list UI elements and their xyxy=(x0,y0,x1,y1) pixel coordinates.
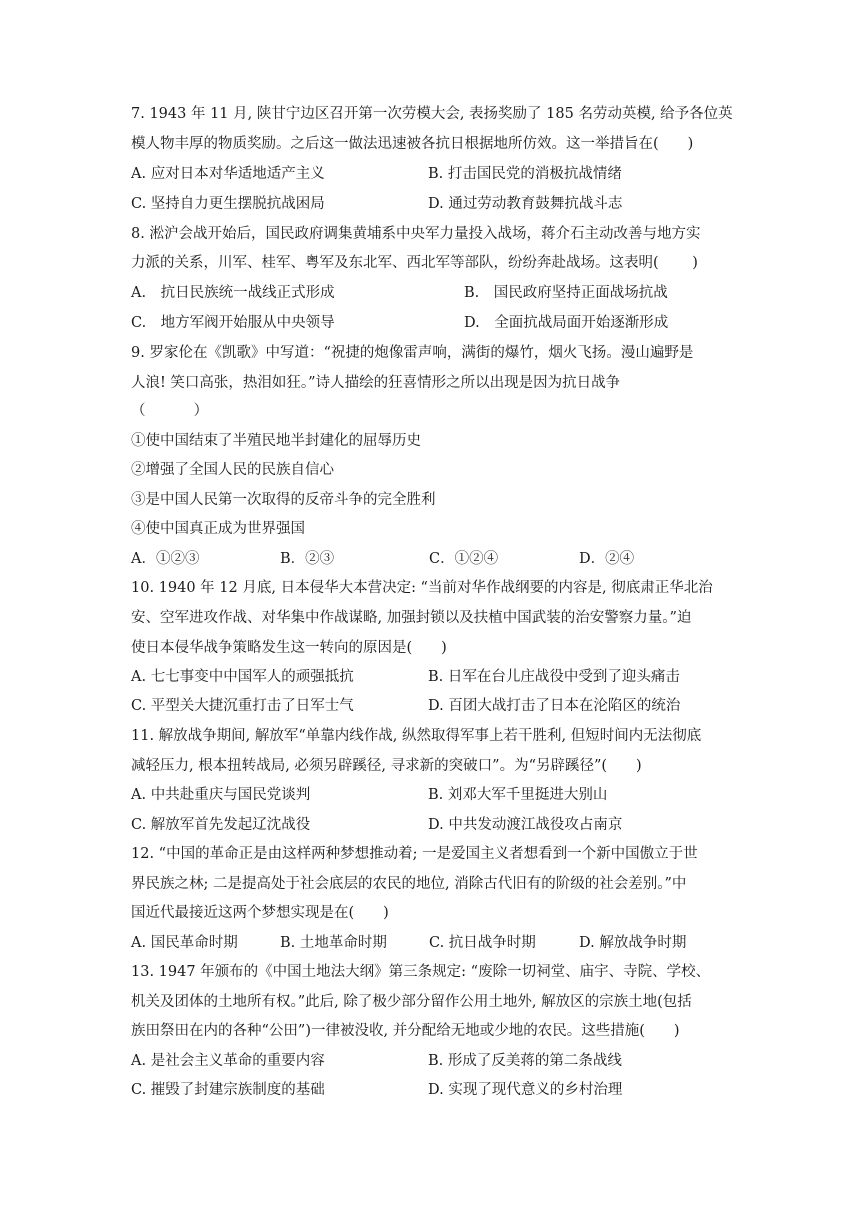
q7-option-b: B. 打击国民党的消极抗战情绪 xyxy=(428,166,622,182)
q9-statement-3: ③是中国人民第一次取得的反帝斗争的完全胜利 xyxy=(131,492,436,508)
q8-option-b: B. 国民政府坚持正面战场抗战 xyxy=(464,285,668,301)
q10-option-c: C. 平型关大捷沉重打击了日军士气 xyxy=(131,698,354,714)
q12-option-a: A. 国民革命时期 xyxy=(131,935,238,951)
q11-stem-line-1: 11. 解放战争期间, 解放军“单靠内线作战, 纵然取得军事上若干胜利, 但短时间内无法彻底 xyxy=(131,728,702,744)
q8-stem-line-1: 8. 淞沪会战开始后，国民政府调集黄埔系中央军力量投入战场，蒋介石主动改善与地方实 xyxy=(131,226,701,242)
q10-stem-line-1: 10. 1940 年 12 月底, 日本侵华大本营决定: “当前对华作战纲要的内容是, 彻底肃正华北治 xyxy=(131,580,713,596)
q12-stem-line-1: 12. “中国的革命正是由这样两种梦想推动着; 一是爱国主义者想看到一个新中国傲立于世 xyxy=(131,846,698,862)
q9-statement-2: ②增强了全国人民的民族自信心 xyxy=(131,462,334,478)
q9-option-b: B．②③ xyxy=(280,551,335,567)
q12-stem-line-2: 界民族之林; 二是提高处于社会底层的农民的地位, 消除古代旧有的阶级的社会差别。”中 xyxy=(131,876,687,892)
q10-option-a: A. 七七事变中中国军人的顽强抵抗 xyxy=(131,669,354,685)
q13-stem-line-2: 机关及团体的土地所有权。”此后, 除了极少部分留作公用土地外, 解放区的宗族土地(包括 xyxy=(131,994,692,1010)
q13-option-d: D. 实现了现代意义的乡村治理 xyxy=(428,1082,623,1098)
q11-option-a: A. 中共赴重庆与国民党谈判 xyxy=(131,787,311,803)
q9-option-c: C．①②④ xyxy=(429,551,499,567)
q11-option-b: B. 刘邓大军千里挺进大别山 xyxy=(428,787,608,803)
q7-stem-line-2: 模人物丰厚的物质奖励。之后这一做法迅速被各抗日根据地所仿效。这一举措旨在( ) xyxy=(131,136,694,152)
q10-stem-line-2: 安、空军进攻作战、对华集中作战谋略, 加强封锁以及扶植中国武装的治安警察力量。”迫 xyxy=(131,610,692,626)
q13-option-c: C. 摧毁了封建宗族制度的基础 xyxy=(131,1082,325,1098)
q13-option-b: B. 形成了反美蒋的第二条战线 xyxy=(428,1053,622,1069)
q9-answer-blank: （ ） xyxy=(131,403,209,419)
q11-option-c: C. 解放军首先发起辽沈战役 xyxy=(131,817,311,833)
q13-stem-line-3: 族田祭田在内的各种“公田”)一律被没收, 并分配给无地或少地的农民。这些措施( ) xyxy=(131,1023,680,1039)
q12-option-b: B. 土地革命时期 xyxy=(280,935,387,951)
q9-option-a: A．①②③ xyxy=(131,551,200,567)
q12-option-c: C. 抗日战争时期 xyxy=(429,935,536,951)
q7-stem-line-1: 7. 1943 年 11 月, 陕甘宁边区召开第一次劳模大会, 表扬奖励了 185 名劳动英模, 给予各位英 xyxy=(131,106,733,122)
q9-option-d: D．②④ xyxy=(579,551,635,567)
q9-statement-4: ④使中国真正成为世界强国 xyxy=(131,521,305,537)
q7-option-c: C. 坚持自力更生摆脱抗战困局 xyxy=(131,196,325,212)
q8-option-d: D. 全面抗战局面开始逐渐形成 xyxy=(464,315,669,331)
q10-option-b: B. 日军在台儿庄战役中受到了迎头痛击 xyxy=(428,669,680,685)
q9-stem-line-2: 人浪! 笑口高张，热泪如狂。”诗人描绘的狂喜情形之所以出现是因为抗日战争 xyxy=(131,375,621,391)
q7-option-d: D. 通过劳动教育鼓舞抗战斗志 xyxy=(428,196,623,212)
q9-statement-1: ①使中国结束了半殖民地半封建化的屈辱历史 xyxy=(131,433,421,449)
q12-stem-line-3: 国近代最接近这两个梦想实现是在( ) xyxy=(131,905,389,921)
q8-option-c: C. 地方军阀开始服从中央领导 xyxy=(131,315,335,331)
q8-option-a: A. 抗日民族统一战线正式形成 xyxy=(131,285,335,301)
q12-option-d: D. 解放战争时期 xyxy=(579,935,687,951)
q7-option-a: A. 应对日本对华适地适产主义 xyxy=(131,166,325,182)
q13-option-a: A. 是社会主义革命的重要内容 xyxy=(131,1053,325,1069)
q13-stem-line-1: 13. 1947 年颁布的《中国土地法大纲》第三条规定: “废除一切祠堂、庙宇、寺院、学校、 xyxy=(131,964,711,980)
q8-stem-line-2: 力派的关系，川军、桂军、粤军及东北军、西北军等部队，纷纷奔赴战场。这表明( ) xyxy=(131,255,698,271)
q9-stem-line-1: 9. 罗家伦在《凯歌》中写道：“祝捷的炮像雷声响，满街的爆竹，烟火飞扬。漫山遍野是 xyxy=(131,345,694,361)
q10-option-d: D. 百团大战打击了日本在沦陷区的统治 xyxy=(428,698,681,714)
q10-stem-line-3: 使日本侵华战争策略发生这一转向的原因是( ) xyxy=(131,640,447,656)
q11-stem-line-2: 减轻压力, 根本扭转战局, 必须另辟蹊径, 寻求新的突破口”。为“另辟蹊径”( ) xyxy=(131,758,642,774)
q11-option-d: D. 中共发动渡江战役攻占南京 xyxy=(428,817,623,833)
